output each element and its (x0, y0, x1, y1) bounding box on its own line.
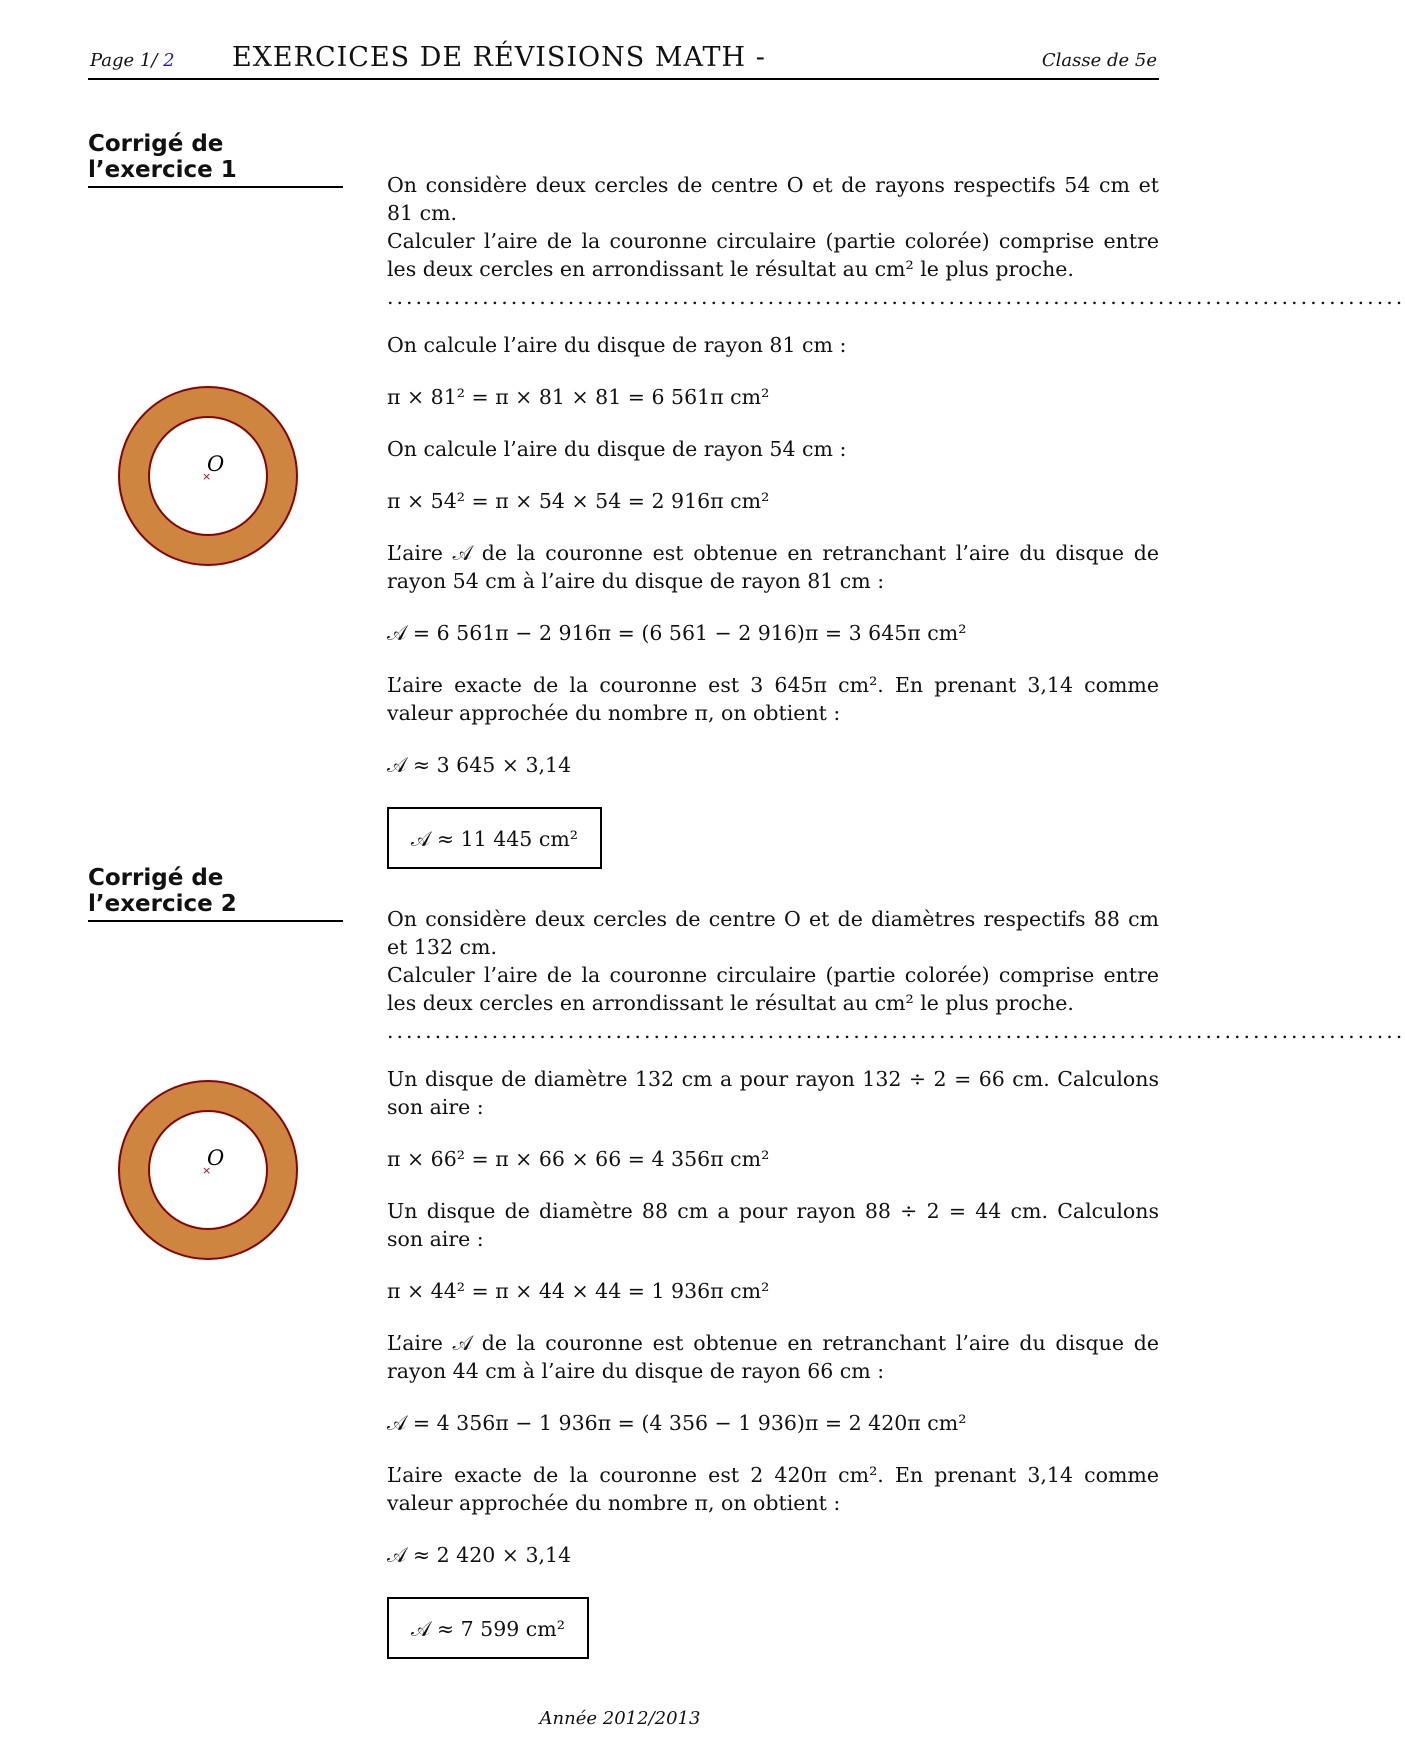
center-point-marker: × (202, 1164, 212, 1177)
step-3: L’aire 𝒜 de la couronne est obtenue en retranchant l’aire du disque de rayon 44 cm à l’aire du disque de rayon 66 cm : (387, 1331, 1159, 1383)
document-title: EXERCICES DE RÉVISIONS MATH - (232, 42, 766, 73)
page-total-link[interactable]: 2 (163, 50, 175, 71)
center-label: O (207, 1146, 225, 1170)
calc-1: π × 81² = π × 81 × 81 = 6 561π cm² (387, 385, 770, 409)
answer-dotted-line: ........................................................................................................... (387, 285, 1405, 309)
calc-2: π × 54² = π × 54 × 54 = 2 916π cm² (387, 489, 770, 513)
step-1: On calcule l’aire du disque de rayon 81 cm : (387, 333, 847, 357)
step-1: Un disque de diamètre 132 cm a pour rayon 132 ÷ 2 = 66 cm. Calculons son aire : (387, 1067, 1159, 1119)
step-4: L’aire exacte de la couronne est 3 645π cm². En prenant 3,14 comme valeur approchée du nombre π, on obtient : (387, 673, 1159, 725)
final-answer-box: 𝒜 ≈ 7 599 cm² (387, 1597, 589, 1659)
statement-line-1: On considère deux cercles de centre O et de diamètres respectifs 88 cm et 132 cm. (387, 907, 1159, 959)
calc-1: π × 66² = π × 66 × 66 = 4 356π cm² (387, 1147, 770, 1171)
answer-dotted-line: ........................................................................................................... (387, 1019, 1405, 1043)
center-label: O (207, 452, 225, 476)
calc-3: 𝒜 = 6 561π − 2 916π = (6 561 − 2 916)π = 3 645π cm² (387, 621, 967, 645)
page-number: Page 1/ 2 (90, 50, 175, 71)
ring-figure-2 (110, 1070, 310, 1270)
calc-2: π × 44² = π × 44 × 44 = 1 936π cm² (387, 1279, 770, 1303)
calc-3: 𝒜 = 4 356π − 1 936π = (4 356 − 1 936)π = 2 420π cm² (387, 1411, 967, 1435)
class-label: Classe de 5e (1041, 50, 1157, 71)
center-point-marker: × (202, 470, 212, 483)
statement-line-2: Calculer l’aire de la couronne circulaire (partie colorée) comprise entre les deux cercles en arrondissant le résultat au cm² le plus proche. (387, 963, 1159, 1015)
exercise-1-title: Corrigé de l’exercice 1 (88, 131, 343, 188)
exercise-2-body (387, 905, 1405, 1659)
ring-figure-1 (110, 376, 310, 576)
statement-line-2: Calculer l’aire de la couronne circulaire (partie colorée) comprise entre les deux cercles en arrondissant le résultat au cm² le plus proche. (387, 229, 1159, 281)
page-header (88, 40, 1159, 80)
exercise-2-title: Corrigé de l’exercice 2 (88, 865, 343, 922)
step-2: Un disque de diamètre 88 cm a pour rayon 88 ÷ 2 = 44 cm. Calculons son aire : (387, 1199, 1159, 1251)
page-footer: Année 2012/2013 (539, 1708, 701, 1729)
statement-line-1: On considère deux cercles de centre O et de rayons respectifs 54 cm et 81 cm. (387, 173, 1159, 225)
calc-4: 𝒜 ≈ 3 645 × 3,14 (387, 753, 572, 777)
step-3: L’aire 𝒜 de la couronne est obtenue en retranchant l’aire du disque de rayon 54 cm à l’aire du disque de rayon 81 cm : (387, 541, 1159, 593)
step-4: L’aire exacte de la couronne est 2 420π cm². En prenant 3,14 comme valeur approchée du nombre π, on obtient : (387, 1463, 1159, 1515)
final-answer-box: 𝒜 ≈ 11 445 cm² (387, 807, 602, 869)
exercise-1-body (387, 171, 1405, 869)
calc-4: 𝒜 ≈ 2 420 × 3,14 (387, 1543, 572, 1567)
step-2: On calcule l’aire du disque de rayon 54 cm : (387, 437, 847, 461)
